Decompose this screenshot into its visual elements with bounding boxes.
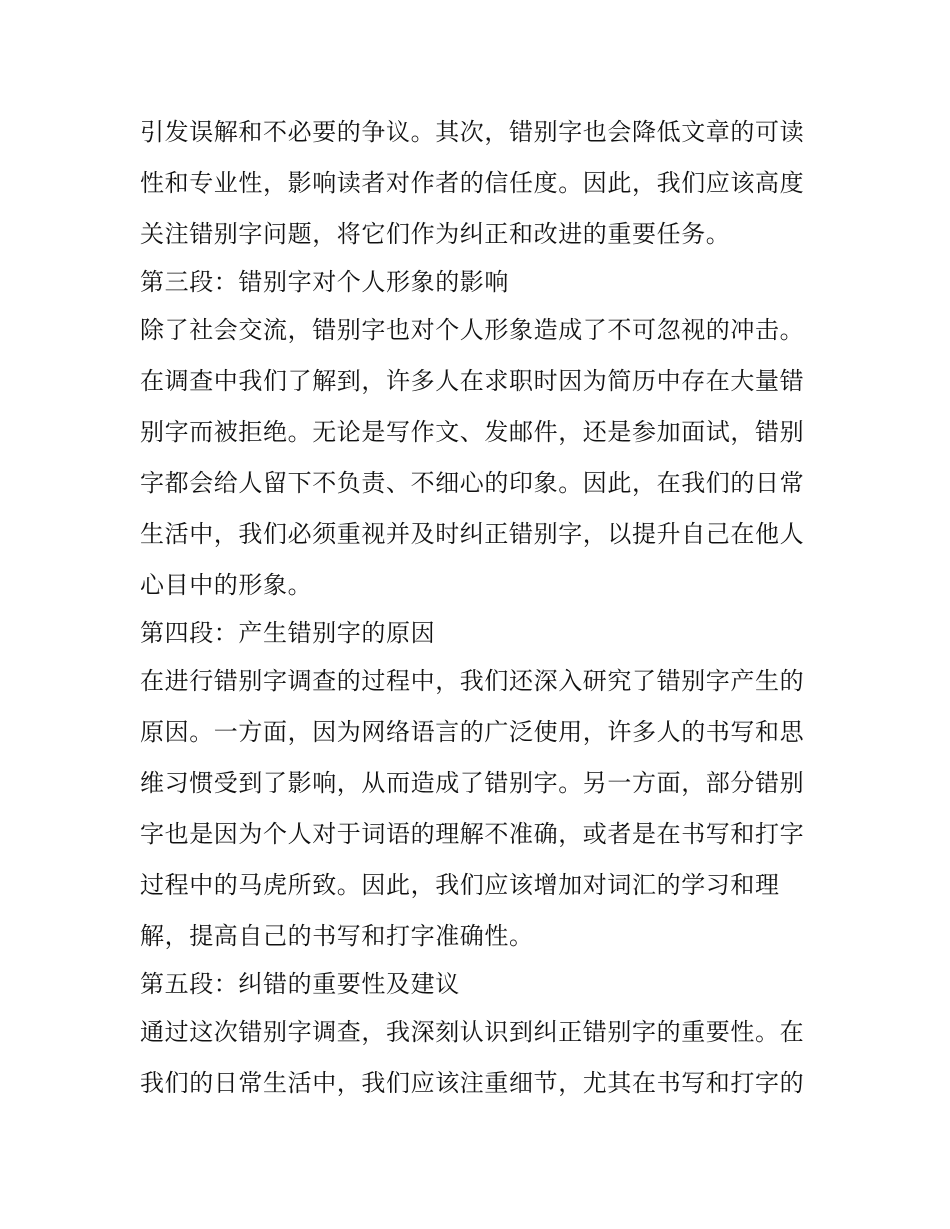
paragraph-line: 原因。一方面，因为网络语言的广泛使用，许多人的书写和思 bbox=[140, 718, 805, 746]
paragraph-line: 关注错别字问题，将它们作为纠正和改进的重要任务。 bbox=[140, 220, 731, 248]
paragraph-line: 通过这次错别字调查，我深刻认识到纠正错别字的重要性。在 bbox=[140, 1018, 805, 1046]
paragraph-line: 我们的日常生活中，我们应该注重细节，尤其在书写和打字的 bbox=[140, 1069, 805, 1097]
paragraph-line: 性和专业性，影响读者对作者的信任度。因此，我们应该高度 bbox=[140, 169, 805, 197]
paragraph-line: 别字而被拒绝。无论是写作文、发邮件，还是参加面试，错别 bbox=[140, 418, 805, 446]
section-heading: 第四段：产生错别字的原因 bbox=[140, 619, 436, 647]
section-heading: 第五段：纠错的重要性及建议 bbox=[140, 970, 460, 998]
paragraph-line: 维习惯受到了影响，从而造成了错别字。另一方面，部分错别 bbox=[140, 769, 805, 797]
section-heading: 第三段：错别字对个人形象的影响 bbox=[140, 268, 509, 296]
paragraph-line: 字都会给人留下不负责、不细心的印象。因此，在我们的日常 bbox=[140, 469, 805, 497]
paragraph-line: 心目中的形象。 bbox=[140, 571, 313, 599]
paragraph-line: 生活中，我们必须重视并及时纠正错别字，以提升自己在他人 bbox=[140, 520, 805, 548]
paragraph-line: 在进行错别字调查的过程中，我们还深入研究了错别字产生的 bbox=[140, 667, 805, 695]
paragraph-line: 在调查中我们了解到，许多人在求职时因为简历中存在大量错 bbox=[140, 367, 805, 395]
paragraph-line: 除了社会交流，错别字也对个人形象造成了不可忽视的冲击。 bbox=[140, 316, 805, 344]
paragraph-line: 解，提高自己的书写和打字准确性。 bbox=[140, 922, 534, 950]
body-text bbox=[140, 107, 820, 1109]
paragraph-line: 过程中的马虎所致。因此，我们应该增加对词汇的学习和理 bbox=[140, 871, 780, 899]
paragraph-line: 字也是因为个人对于词语的理解不准确，或者是在书写和打字 bbox=[140, 820, 805, 848]
paragraph-line: 引发误解和不必要的争议。其次，错别字也会降低文章的可读 bbox=[140, 118, 805, 146]
